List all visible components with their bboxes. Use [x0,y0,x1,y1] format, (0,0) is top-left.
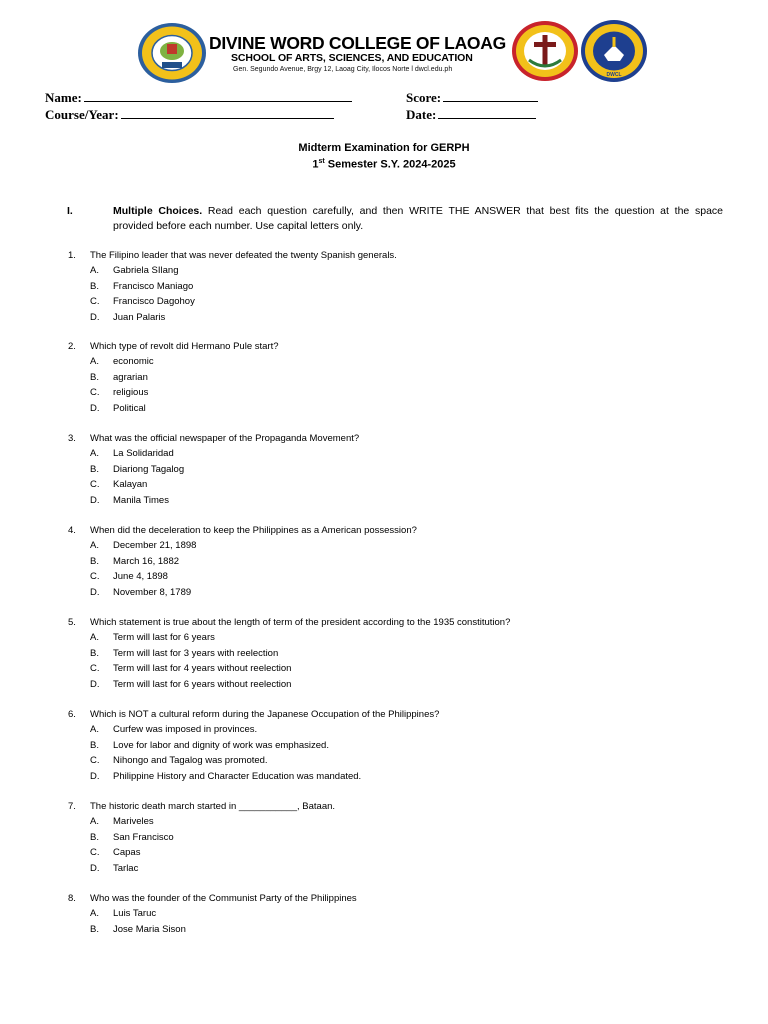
option-text: Luis Taruc [113,908,157,920]
course-year-label: Course/Year: [45,107,119,122]
option-text: Nihongo and Tagalog was promoted. [113,755,268,767]
option-letter: D. [90,862,100,874]
option-text: Term will last for 6 years without reelection [113,678,292,690]
option-letter: D. [90,586,100,598]
option-text: November 8, 1789 [113,586,192,598]
option-letter: A. [90,540,99,552]
section-heading: Multiple Choices. [113,205,203,217]
option-text: Love for labor and dignity of work was emphasized. [113,739,329,751]
option-letter: B. [90,739,99,751]
option-letter: A. [90,265,99,277]
option-letter: D. [90,494,100,506]
option-text: economic [113,356,154,368]
option-letter: A. [90,632,99,644]
question-text: Which type of revolt did Hermano Pule start? [90,341,279,352]
date-blank[interactable] [438,106,536,119]
section-numeral: I. [67,205,73,217]
name-label: Name: [45,90,82,105]
option-letter: C. [90,755,100,767]
option-text: Francisco Dagohoy [113,296,195,308]
option-letter: A. [90,448,99,460]
option-text: Jose Maria Sison [113,923,186,935]
exam-semester: 1st Semester S.Y. 2024-2025 [312,158,456,171]
option-text: religious [113,387,149,399]
option-text: Philippine History and Character Education was mandated. [113,770,362,782]
course-year-blank[interactable] [121,106,334,119]
option-text: Capas [113,847,141,859]
option-text: Diariong Tagalog [113,463,185,475]
option-text: La Solidaridad [113,448,174,460]
option-letter: C. [90,571,100,583]
question-text: The Filipino leader that was never defeated the twenty Spanish generals. [90,250,397,261]
exam-title: Midterm Examination for GERPH [298,142,470,154]
question-text: When did the deceleration to keep the Philippines as a American possession? [90,525,417,536]
question-text: The historic death march started in ___________, Bataan. [90,801,336,812]
option-letter: D. [90,678,100,690]
option-letter: A. [90,724,99,736]
option-text: Kalayan [113,479,148,491]
score-label: Score: [406,90,442,105]
question-number: 4. [68,525,76,536]
option-text: Mariveles [113,816,154,828]
option-text: Manila Times [113,494,169,506]
option-letter: B. [90,463,99,475]
option-text: Term will last for 3 years with reelection [113,647,279,659]
option-letter: C. [90,663,100,675]
option-letter: C. [90,296,100,308]
question-text: Which is NOT a cultural reform during the Japanese Occupation of the Philippines? [90,709,440,720]
question-text: What was the official newspaper of the Propaganda Movement? [90,433,360,444]
option-text: agrarian [113,371,148,383]
arts-sciences-seal-logo [511,20,579,82]
question-number: 7. [68,801,76,812]
date-field [406,106,536,123]
option-text: Gabriela SIlang [113,265,179,277]
college-seal-logo [137,22,207,84]
option-letter: C. [90,847,100,859]
question-text: Who was the founder of the Communist Party of the Philippines [90,893,357,904]
option-letter: D. [90,770,100,782]
section-instructions-line2: provided before each number. Use capital letters only. [113,220,364,232]
seal-abbr-text: DWCL [606,72,622,78]
score-blank[interactable] [443,89,538,102]
option-letter: A. [90,816,99,828]
question-number: 2. [68,341,76,352]
question-number: 1. [68,250,76,261]
option-letter: B. [90,555,99,567]
option-letter: D. [90,402,100,414]
score-field [406,89,538,106]
option-text: Political [113,402,146,414]
question-text: Which statement is true about the length of term of the president according to the 1935 constitution? [90,617,511,628]
option-text: March 16, 1882 [113,555,180,567]
option-text: San Francisco [113,831,174,843]
option-text: Juan Palaris [113,311,166,323]
option-text: Term will last for 6 years [113,632,215,644]
option-text: Term will last for 4 years without reelection [113,663,292,675]
school-name: SCHOOL OF ARTS, SCIENCES, AND EDUCATION [231,52,473,64]
question-number: 5. [68,617,76,628]
option-letter: C. [90,387,100,399]
question-number: 3. [68,433,76,444]
option-text: Francisco Maniago [113,280,194,292]
college-name: DIVINE WORD COLLEGE OF LAOAG [209,33,506,53]
education-seal-logo [580,19,648,83]
option-text: December 21, 1898 [113,540,197,552]
date-label: Date: [406,107,437,122]
option-text: Curfew was imposed in provinces. [113,724,258,736]
option-letter: B. [90,371,99,383]
question-number: 6. [68,709,76,720]
option-letter: B. [90,647,99,659]
option-letter: C. [90,479,100,491]
section-instructions-line1: Multiple Choices. Read each question carefully, and then WRITE THE ANSWER that best fits the question at the space [113,205,723,217]
option-letter: D. [90,311,100,323]
option-letter: A. [90,908,99,920]
option-text: June 4, 1898 [113,571,168,583]
option-letter: B. [90,923,99,935]
name-field [45,89,352,106]
question-number: 8. [68,893,76,904]
course-year-field [45,106,334,123]
option-letter: B. [90,831,99,843]
name-blank[interactable] [84,89,352,102]
option-letter: B. [90,280,99,292]
option-letter: A. [90,356,99,368]
option-text: Tarlac [113,862,139,874]
college-address: Gen. Segundo Avenue, Brgy 12, Laoag City, Ilocos Norte l dwcl.edu.ph [233,66,453,73]
